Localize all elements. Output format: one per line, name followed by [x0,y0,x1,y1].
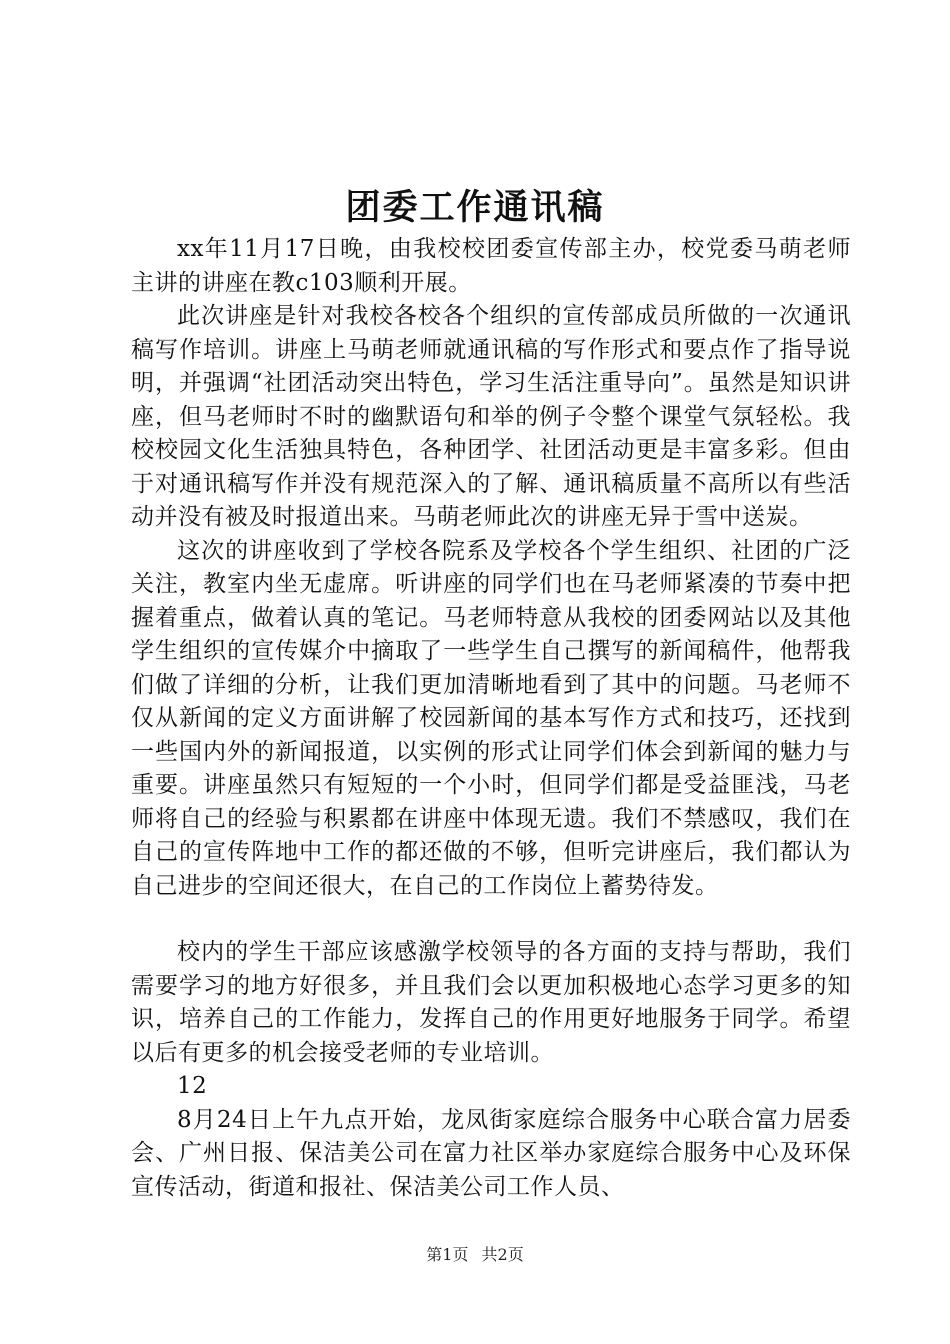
page-number: 第1页 [426,1245,469,1264]
paragraph-lecture-details: 这次的讲座收到了学校各院系及学校各个学生组织、社团的广泛关注，教室内坐无虚席。听讲座的同学们也在马老师紧凑的节奏中把握着重点，做着认真的笔记。马老师特意从我校的团委网站以及其他学生组织的宣传媒介中摘取了一些学生自己撰写的新闻稿件，他帮我们做了详细的分析，让我们更加清晰地看到了其中的问题。马老师不仅从新闻的定义方面讲解了校园新闻的基本写作方式和技巧，还找到一些国内外的新闻报道，以实例的形式让同学们体会到新闻的魅力与重要。讲座虽然只有短短的一个小时，但同学们都是受益匪浅，马老师将自己的经验与积累都在讲座中体现无遗。我们不禁感叹，我们在自己的宣传阵地中工作的都还做的不够，但听完讲座后，我们都认为自己进步的空间还很大，在自己的工作岗位上蓄势待发。 [131,537,851,899]
paragraph-event: 8月24日上午九点开始，龙凤街家庭综合服务中心联合富力居委会、广州日报、保洁美公司在富力社区举办家庭综合服务中心及环保宣传活动，街道和报社、保洁美公司工作人员、 [131,1106,851,1200]
document-body [131,233,851,1204]
page-footer [0,1243,950,1267]
paragraph-intro: xx年11月17日晚，由我校校团委宣传部主办，校党委马萌老师主讲的讲座在教c103顺利开展。 [131,236,851,296]
page-total: 共2页 [481,1245,524,1264]
document-title: 团委工作通讯稿 [345,187,605,228]
paragraph-number: 12 [177,1073,208,1099]
paragraph-lecture-purpose: 此次讲座是针对我校各校各个组织的宣传部成员所做的一次通讯稿写作培训。讲座上马萌老师就通讯稿的写作形式和要点作了指导说明，并强调“社团活动突出特色，学习生活注重导向”。虽然是知识讲座，但马老师时不时的幽默语句和举的例子令整个课堂气氛轻松。我校校园文化生活独具特色，各种团学、社团活动更是丰富多彩。但由于对通讯稿写作并没有规范深入的了解、通讯稿质量不高所以有些活动并没有被及时报道出来。马萌老师此次的讲座无异于雪中送炭。 [131,303,851,530]
paragraph-conclusion: 校内的学生干部应该感激学校领导的各方面的支持与帮助，我们需要学习的地方好很多，并且我们会以更加积极地心态学习更多的知识，培养自己的工作能力，发挥自己的作用更好地服务于同学。希望以后有更多的机会接受老师的专业培训。 [131,939,851,1066]
